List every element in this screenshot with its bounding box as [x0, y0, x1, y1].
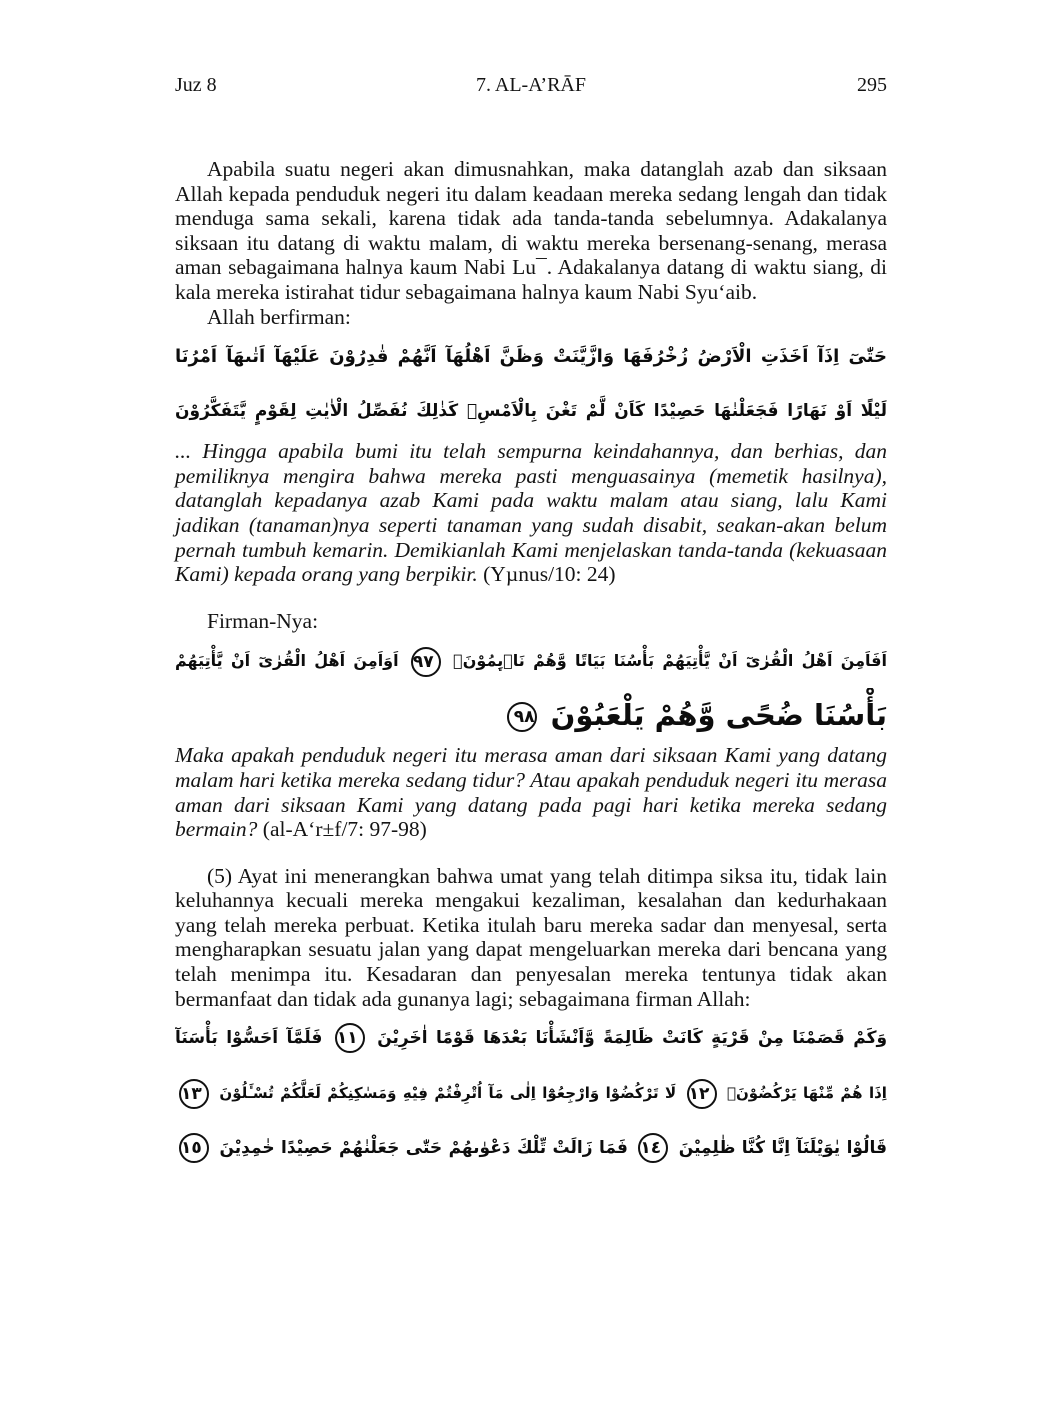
page-number: 295: [857, 74, 887, 96]
arabic-text: اَوَاَمِنَ اَهْلُ الْقُرٰىٓ اَنْ يَّأْتِيَهُمْ: [175, 651, 399, 671]
ayah-number-marker: ١١: [335, 1023, 365, 1053]
verse-reference: (Yµnus/10: 24): [477, 562, 616, 587]
translation-text: ... Hingga apabila bumi itu telah sempurna keindahannya, dan berhias, dan pemiliknya mengira bahwa mereka pasti menguasainya (memetik hasilnya), datanglah kepadanya azab Kami pada waktu malam atau siang, lalu Kami jadikan (tanaman)nya seperti tanaman yang sudah disabit, seakan-akan belum pernah tumbuh kemarin. Demikianlah Kami menjelaskan tanda-tanda (kekuasaan Kami) kepada orang yang berpikir.: [175, 439, 887, 587]
paragraph-commentary-5: (5) Ayat ini menerangkan bahwa umat yang telah ditimpa siksa itu, tidak lain keluhannya kecuali mereka mengakui kezaliman, kesalahan dan kedurhakaan yang telah mereka perbuat. Ketika itulah baru mereka sadar dan menyesal, serta mengharapkan sesuatu jalan yang dapat mengeluarkan mereka dari bencana yang telah menimpa itu. Kesadaran dan penyesalan mereka tentunya tidak akan bermanfaat dan tidak ada gunanya lagi; sebagaimana firman Allah:: [175, 863, 887, 1011]
translation-araf-97-98: [175, 743, 887, 841]
arabic-text: اِذَا هُمْ مِّنْهَا يَرْكُضُوْنَۗ: [726, 1084, 887, 1103]
intro-allah-berfirman: Allah berfirman:: [207, 304, 351, 329]
page-body: [175, 157, 887, 1176]
arabic-text: اَفَاَمِنَ اَهْلُ الْقُرٰىٓ اَنْ يَّأْتِيَهُمْ بَأْسُنَا بَيَاتًا وَّهُمْ نَاۤىِٕمُوْنَۗ: [453, 651, 887, 671]
arabic-line: [175, 688, 887, 743]
arabic-text: فَمَا زَالَتْ تِّلْكَ دَعْوٰىهُمْ حَتّٰى جَعَلْنٰهُمْ حَصِيْدًا خٰمِدِيْنَ: [219, 1138, 628, 1159]
ayah-number-marker: ١٢: [687, 1079, 717, 1109]
paragraph-commentary-1: Apabila suatu negeri akan dimusnahkan, maka datanglah azab dan siksaan Allah kepada penduduk negeri itu dalam keadaan mereka sedang lengah dan tidak menduga sama sekali, karena tidak ada tanda-tanda sebelumnya. Adakalanya siksaan itu datang di waktu malam, di waktu mereka bersenang-senang, merasa aman sebagaimana halnya kaum Nabi Lu¯. Adakalanya datang di waktu siang, di kala mereka istirahat tidur sebagaimana halnya kaum Nabi Syu‘aib.: [175, 157, 887, 304]
ayah-number-marker: ٩٨: [507, 702, 537, 732]
ayah-number-marker: ١٥: [179, 1133, 209, 1163]
translation-yunus-24: [175, 439, 887, 587]
translation-text: Maka apakah penduduk negeri itu merasa aman dari siksaan Kami yang datang malam hari ketika mereka sedang tidur? Atau apakah penduduk negeri itu merasa aman dari siksaan Kami yang datang pada pagi hari ketika mereka sedang bermain?: [175, 743, 887, 842]
arabic-line: [175, 1121, 887, 1176]
arabic-line: [175, 1011, 887, 1066]
juz-label: Juz 8: [175, 74, 217, 96]
arabic-text: بَأْسُنَا ضُحًى وَّهُمْ يَلْعَبُوْنَ: [550, 698, 887, 733]
arabic-line: لَيْلًا اَوْ نَهَارًا فَجَعَلْنٰهَا حَصِيْدًا كَاَنْ لَّمْ تَغْنَ بِالْاَمْسِۗ كَذٰلِكَ نُفَصِّلُ الْاٰيٰتِ لِقَوْمٍ يَّتَفَكَّرُوْنَ: [175, 401, 887, 422]
arabic-text: فَلَمَّآ اَحَسُّوْا بَأْسَنَآ: [175, 1028, 323, 1049]
intro-firman-nya: Firman-Nya:: [207, 608, 319, 633]
arabic-text: لَا تَرْكُضُوْا وَارْجِعُوْٓا اِلٰى مَآ اُتْرِفْتُمْ فِيْهِ وَمَسٰكِنِكُمْ لَعَلَّكُمْ تُسْـَٔلُوْنَ: [219, 1084, 677, 1103]
quran-verse-yunus-24: [175, 329, 887, 439]
arabic-line: حَتّٰىٓ اِذَآ اَخَذَتِ الْاَرْضُ زُخْرُفَهَا وَازَّيَّنَتْ وَظَنَّ اَهْلُهَآ اَنَّهُمْ قٰدِرُوْنَ عَلَيْهَآ اَتٰىهَآ اَمْرُنَا: [175, 346, 887, 368]
ayah-number-marker: ٩٧: [411, 647, 441, 677]
page-header: [175, 74, 887, 104]
verse-reference: (al-A‘r±f/7: 97-98): [257, 817, 427, 842]
quran-verse-araf-97-98: [175, 633, 887, 743]
arabic-line: [175, 633, 887, 688]
surah-title: 7. AL-A’RĀF: [475, 74, 586, 96]
ayah-number-marker: ١٣: [179, 1079, 209, 1109]
arabic-text: قَالُوْا يٰوَيْلَنَآ اِنَّا كُنَّا ظٰلِمِيْنَ: [678, 1138, 887, 1159]
ayah-number-marker: ١٤: [638, 1133, 668, 1163]
arabic-line: [175, 1066, 887, 1121]
arabic-text: وَكَمْ قَصَمْنَا مِنْ قَرْيَةٍ كَانَتْ ظَالِمَةً وَّاَنْشَأْنَا بَعْدَهَا قَوْمًا اٰخَرِيْنَ: [377, 1028, 887, 1049]
quran-verse-anbiya-11-15: [175, 1011, 887, 1176]
